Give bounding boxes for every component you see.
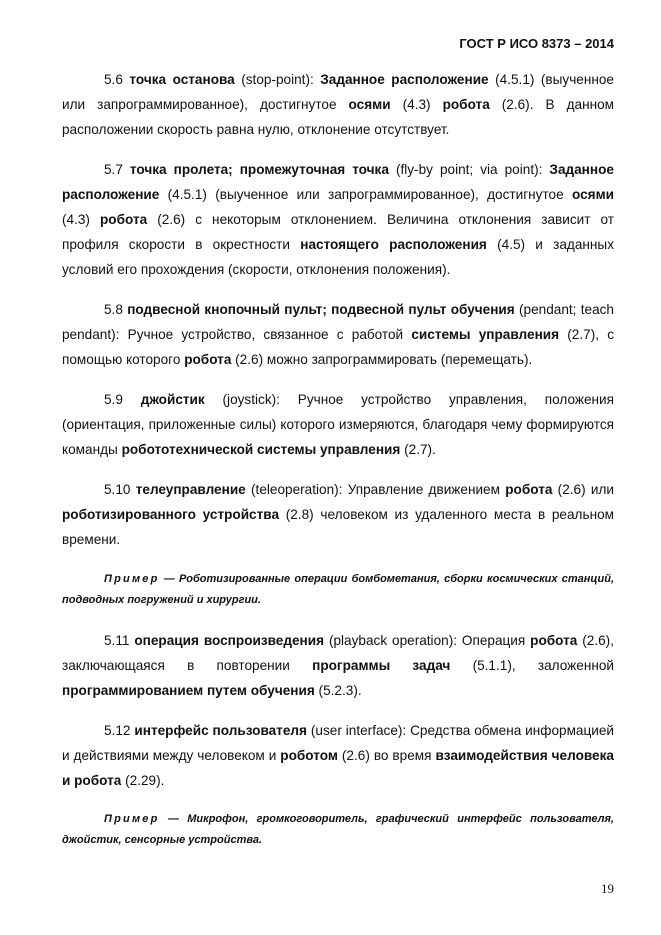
bold-term: системы управления: [411, 327, 560, 342]
text-run: 5.12: [104, 723, 135, 738]
text-run: (2.6), заключающаяся в повторении: [62, 633, 614, 673]
bold-term: робота: [530, 633, 578, 648]
text-run: (5.1.1), заложенной: [450, 658, 614, 673]
text-run: (teleoperation): Управление движением: [245, 482, 506, 497]
text-run: (playback operation): Операция: [324, 633, 531, 648]
bold-term: робота: [505, 482, 553, 497]
term-5-7-fly-by-point: [62, 157, 614, 282]
bold-term: робота: [184, 352, 232, 367]
text-run: (2.6) или: [552, 482, 615, 497]
bold-term: робототехнической системы управления: [121, 442, 401, 457]
document-body: [62, 67, 614, 851]
text-run: 5.11: [104, 633, 135, 648]
text-run: (2.6). В данном расположении скорость равна нулю, отклонение отсутствует.: [62, 97, 614, 137]
bold-term: роботизированного устройства: [62, 507, 280, 522]
text-run: (2.7).: [400, 442, 436, 457]
term-5-9-joystick: [62, 387, 614, 462]
example-note: [62, 569, 614, 611]
bold-term: точка останова: [129, 72, 235, 87]
text-run: (4.5) и заданных условий его прохождения (скорости, отклонения положения).: [62, 237, 614, 277]
example-note: [62, 809, 614, 851]
text-run: (joystick): Ручное устройство управления, положения (ориентация, приложенные силы) которого измеряются, благодаря чему формируются команды: [62, 392, 614, 457]
text-run: (user interface): Средства обмена информацией и действиями между человеком и: [62, 723, 615, 763]
bold-term: робота: [442, 97, 490, 112]
bold-term: подвесной кнопочный пульт; подвесной пульт обучения: [127, 302, 515, 317]
text-run: 5.6: [104, 72, 130, 87]
bold-term: осями: [571, 187, 614, 202]
example-text: — Роботизированные операции бомбометания, сборки космических станций, подводных погружений и хирургии.: [62, 573, 614, 606]
text-run: (2.6) во время: [337, 748, 436, 763]
bold-term: интерфейс пользователя: [134, 723, 307, 738]
bold-term: робота: [100, 212, 148, 227]
bold-term: взаимодействия человека и робота: [62, 748, 614, 788]
text-run: (4.3): [390, 97, 443, 112]
bold-term: роботом: [280, 748, 338, 763]
bold-term: настоящего расположения: [300, 237, 487, 252]
text-run: 5.10: [104, 482, 136, 497]
bold-term: точка пролета; промежуточная точка: [129, 162, 389, 177]
bold-term: осями: [348, 97, 391, 112]
text-run: (5.2.3).: [314, 683, 362, 698]
document-header: ГОСТ Р ИСО 8373 – 2014: [459, 36, 614, 51]
term-5-8-pendant: [62, 297, 614, 372]
example-label: Пример: [104, 573, 160, 585]
text-run: (2.8) человеком из удаленного места в реальном времени.: [62, 507, 614, 547]
text-run: (4.5.1) (выученное или запрограммированное), достигнутое: [159, 187, 572, 202]
text-run: (2.6) с некоторым отклонением. Величина отклонения зависит от профиля скорости в окрестности: [62, 212, 614, 252]
bold-term: Заданное расположение: [320, 72, 489, 87]
term-5-10-teleoperation: [62, 477, 614, 552]
text-run: 5.8: [104, 302, 128, 317]
text-run: (pendant; teach pendant): Ручное устройство, связанное с работой: [62, 302, 614, 342]
bold-term: джойстик: [140, 392, 205, 407]
text-run: (2.7), с помощью которого: [62, 327, 614, 367]
text-run: (2.29).: [121, 773, 165, 788]
term-5-11-playback-operation: [62, 628, 614, 703]
bold-term: программы задач: [312, 658, 451, 673]
term-5-12-user-interface: [62, 718, 614, 793]
term-5-6-stop-point: [62, 67, 614, 142]
bold-term: телеуправление: [135, 482, 246, 497]
text-run: 5.9: [104, 392, 141, 407]
text-run: (4.5.1) (выученное или запрограммированное), достигнутое: [62, 72, 614, 112]
text-run: (4.3): [62, 212, 100, 227]
example-label: Пример: [104, 813, 160, 825]
bold-term: Заданное расположение: [62, 162, 614, 202]
page-number: 19: [601, 881, 614, 896]
example-text: — Микрофон, громкоговоритель, графический интерфейс пользователя, джойстик, сенсорные устройства.: [62, 813, 614, 846]
text-run: (2.6) можно запрограммировать (перемещать).: [231, 352, 533, 367]
bold-term: программированием путем обучения: [62, 683, 315, 698]
text-run: 5.7: [104, 162, 130, 177]
bold-term: операция воспроизведения: [134, 633, 325, 648]
text-run: (stop-point):: [234, 72, 321, 87]
text-run: (fly-by point; via point):: [388, 162, 550, 177]
